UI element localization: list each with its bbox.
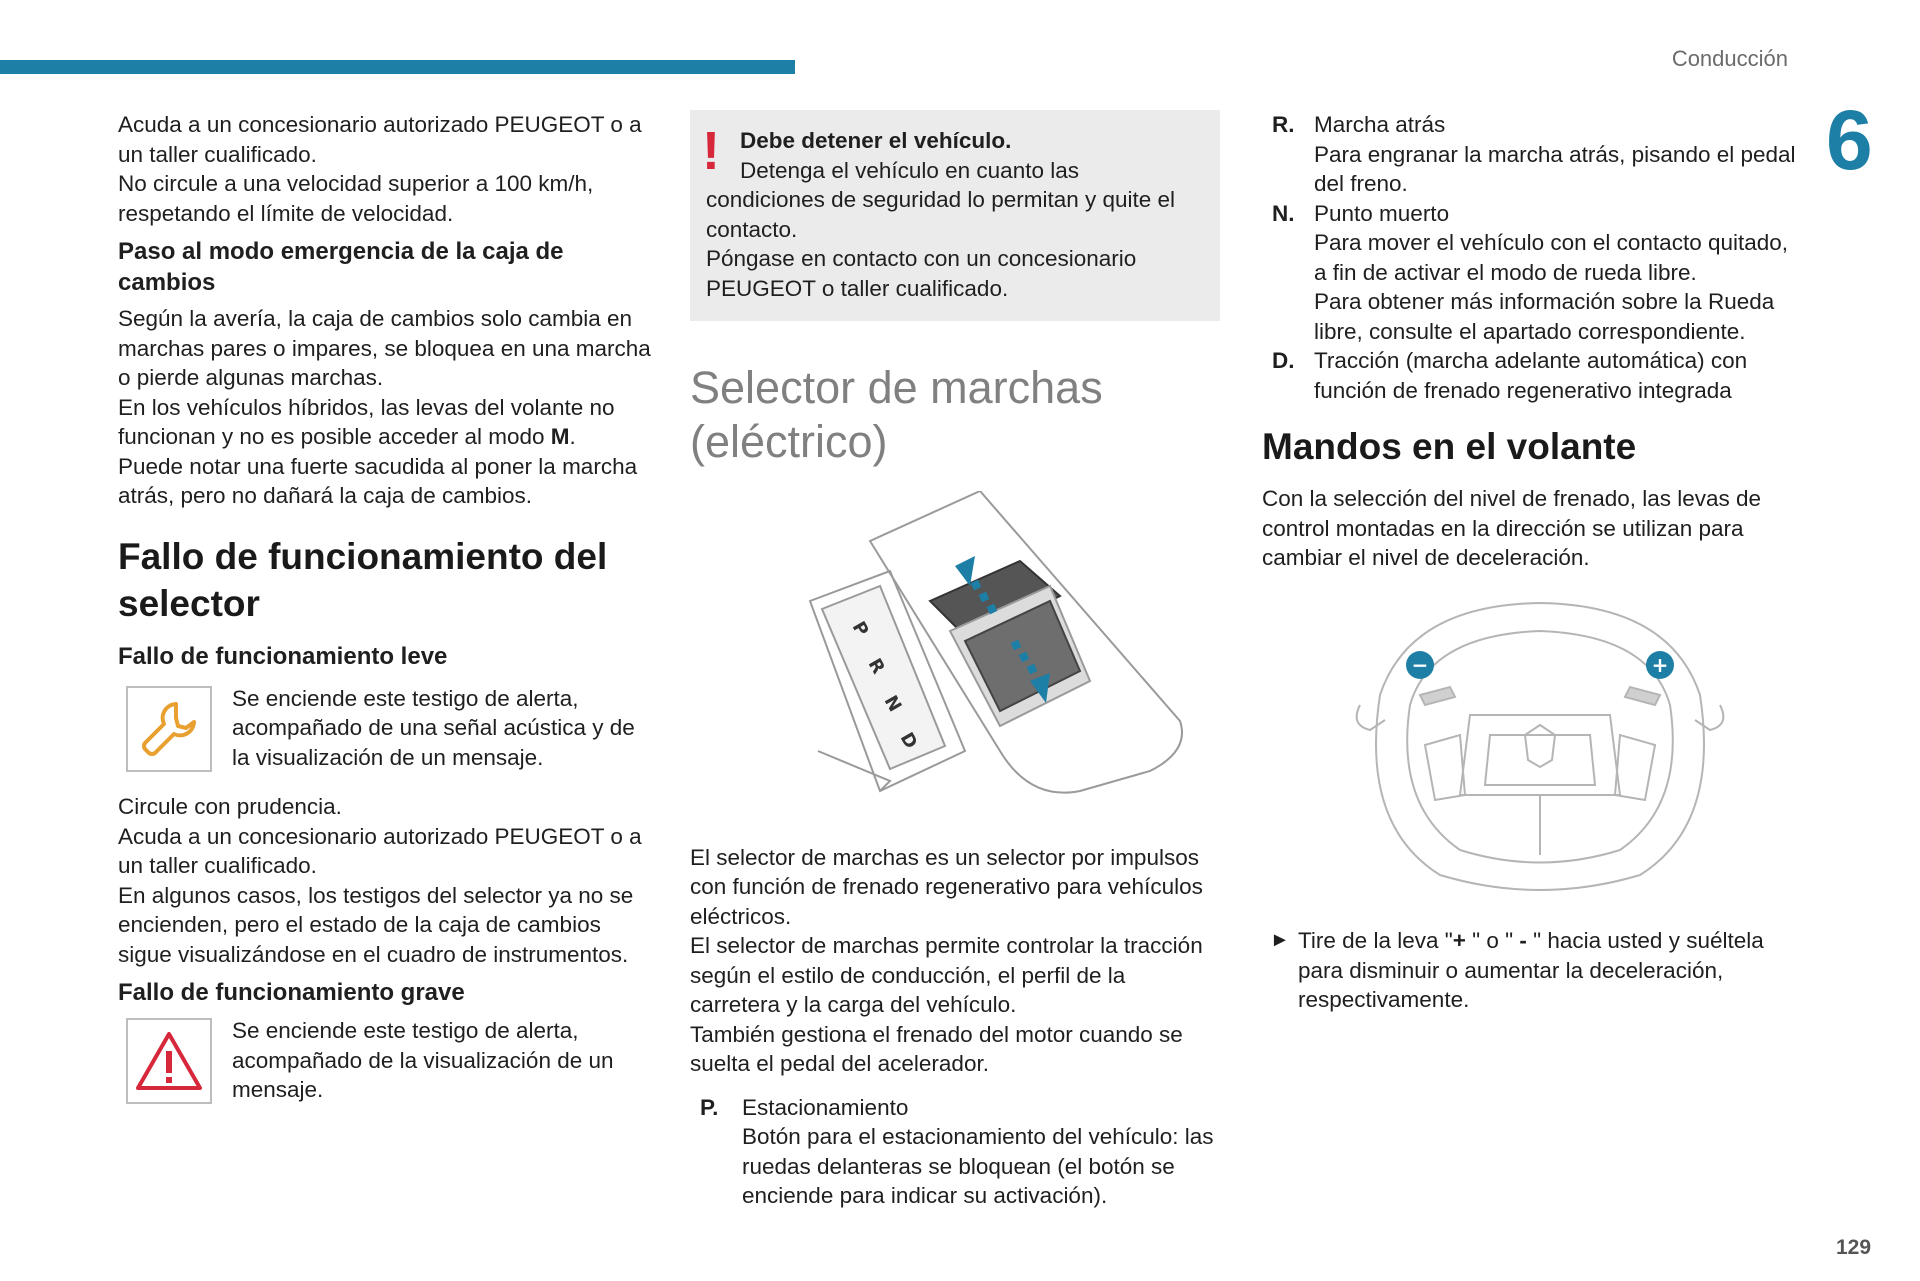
definition-item: N. Punto muerto Para mover el vehículo con el contacto quitado, a fin de activar el modo de rueda libre. Para obtener más información sobre la Rueda libre, consulte el apartado correspondiente.	[1272, 200, 1789, 344]
shifter-letter: N	[879, 692, 906, 716]
severe-warning-row	[118, 1016, 658, 1105]
chapter-number: 6	[1826, 93, 1873, 187]
steering-wheel-illustration	[1340, 595, 1740, 895]
severe-fault-heading: Fallo de funcionamiento grave	[118, 979, 465, 1006]
steering-controls-heading: Mandos en el volante	[1262, 426, 1637, 467]
shifter-letter: P	[847, 618, 873, 640]
right-column	[1262, 110, 1802, 1015]
paragraph: Según la avería, la caja de cambios solo cambia en marchas pares o impares, se bloquea en una marcha o pierde algunas marchas.	[118, 306, 651, 390]
paddle-minus-icon	[1406, 651, 1434, 679]
left-column	[118, 110, 658, 1125]
bullet-item	[1262, 926, 1802, 1015]
severe-warning-text: Se enciende este testigo de alerta, acompañado de la visualización de un mensaje.	[232, 1018, 614, 1102]
svg-text:+: +	[1651, 652, 1669, 677]
paragraph: Acuda a un concesionario autorizado PEUGEOT o a un taller cualificado.	[118, 112, 642, 167]
shifter-letter: D	[895, 729, 922, 753]
middle-column	[690, 110, 1220, 1211]
gear-definition-list	[690, 1093, 1220, 1211]
minor-warning-text: Se enciende este testigo de alerta, acompañado de una señal acústica y de la visualización de un mensaje.	[232, 685, 635, 770]
alert-text: Póngase en contacto con un concesionario PEUGEOT o taller cualificado.	[706, 246, 1137, 301]
svg-text:−: −	[1411, 652, 1429, 677]
page-number: 129	[1836, 1236, 1872, 1259]
shifter-heading: Selector de marchas (eléctrico)	[690, 362, 1103, 467]
header-accent-bar	[0, 60, 795, 74]
definition-item: P. Estacionamiento Botón para el estacionamiento del vehículo: las ruedas delanteras se bloquean (el botón se enciende para indicar su activación).	[700, 1094, 1214, 1208]
section-title: Conducción	[1671, 46, 1788, 71]
fault-heading: Fallo de funcionamiento del selector	[118, 535, 608, 624]
gear-definition-list	[1262, 110, 1802, 405]
paragraph: Circule con prudencia.	[118, 794, 342, 819]
paragraph: También gestiona el frenado del motor cuando se suelta el pedal del acelerador.	[690, 1021, 1183, 1076]
definition-item: R. Marcha atrás Para engranar la marcha atrás, pisando el pedal del freno.	[1272, 112, 1796, 196]
paragraph: En algunos casos, los testigos del selector ya no se encienden, pero el estado de la caja de cambios sigue visualizándose en el cuadro de instrumentos.	[118, 882, 634, 967]
paragraph: Con la selección del nivel de frenado, las levas de control montadas en la dirección se utilizan para cambiar el nivel de deceleración.	[1262, 486, 1762, 570]
gear-selector-illustration	[750, 491, 1220, 821]
alert-title: Debe detener el vehículo.	[740, 128, 1012, 153]
paragraph: Acuda a un concesionario autorizado PEUGEOT o a un taller cualificado.	[118, 823, 642, 878]
paddle-plus-icon	[1646, 651, 1674, 679]
warning-triangle-icon	[126, 1018, 212, 1104]
arrow-right-icon: ►	[1270, 929, 1290, 951]
minor-warning-row	[118, 684, 658, 773]
exclamation-icon: !	[702, 121, 720, 181]
minor-fault-heading: Fallo de funcionamiento leve	[118, 642, 448, 670]
wrench-icon	[126, 686, 212, 772]
definition-item: D. Tracción (marcha adelante automática) con función de frenado regenerativo integrada	[1272, 348, 1748, 403]
paragraph: Puede notar una fuerte sacudida al poner la marcha atrás, pero no dañará la caja de cambios.	[118, 453, 638, 508]
paragraph: El selector de marchas es un selector por impulsos con función de frenado regenerativo para vehículos eléctricos.	[690, 844, 1203, 929]
bullet-text: Tire de la leva "+ " o " - " hacia usted y suéltela para disminuir o aumentar la deceleración, respectivamente.	[1298, 928, 1764, 1012]
paragraph: En los vehículos híbridos, las levas del volante no funcionan y no es posible acceder al modo M.	[118, 394, 615, 449]
stop-vehicle-alert	[690, 110, 1220, 321]
alert-text: Detenga el vehículo en cuanto las condiciones de seguridad lo permitan y quite el contacto.	[706, 157, 1176, 242]
paragraph: El selector de marchas permite controlar la tracción según el estilo de conducción, el perfil de la carretera y la carga del vehículo.	[690, 933, 1203, 1017]
shifter-letter: R	[863, 655, 889, 678]
emergency-mode-heading: Paso al modo emergencia de la caja de cambios	[118, 238, 564, 296]
paragraph: No circule a una velocidad superior a 100 km/h, respetando el límite de velocidad.	[118, 171, 594, 226]
